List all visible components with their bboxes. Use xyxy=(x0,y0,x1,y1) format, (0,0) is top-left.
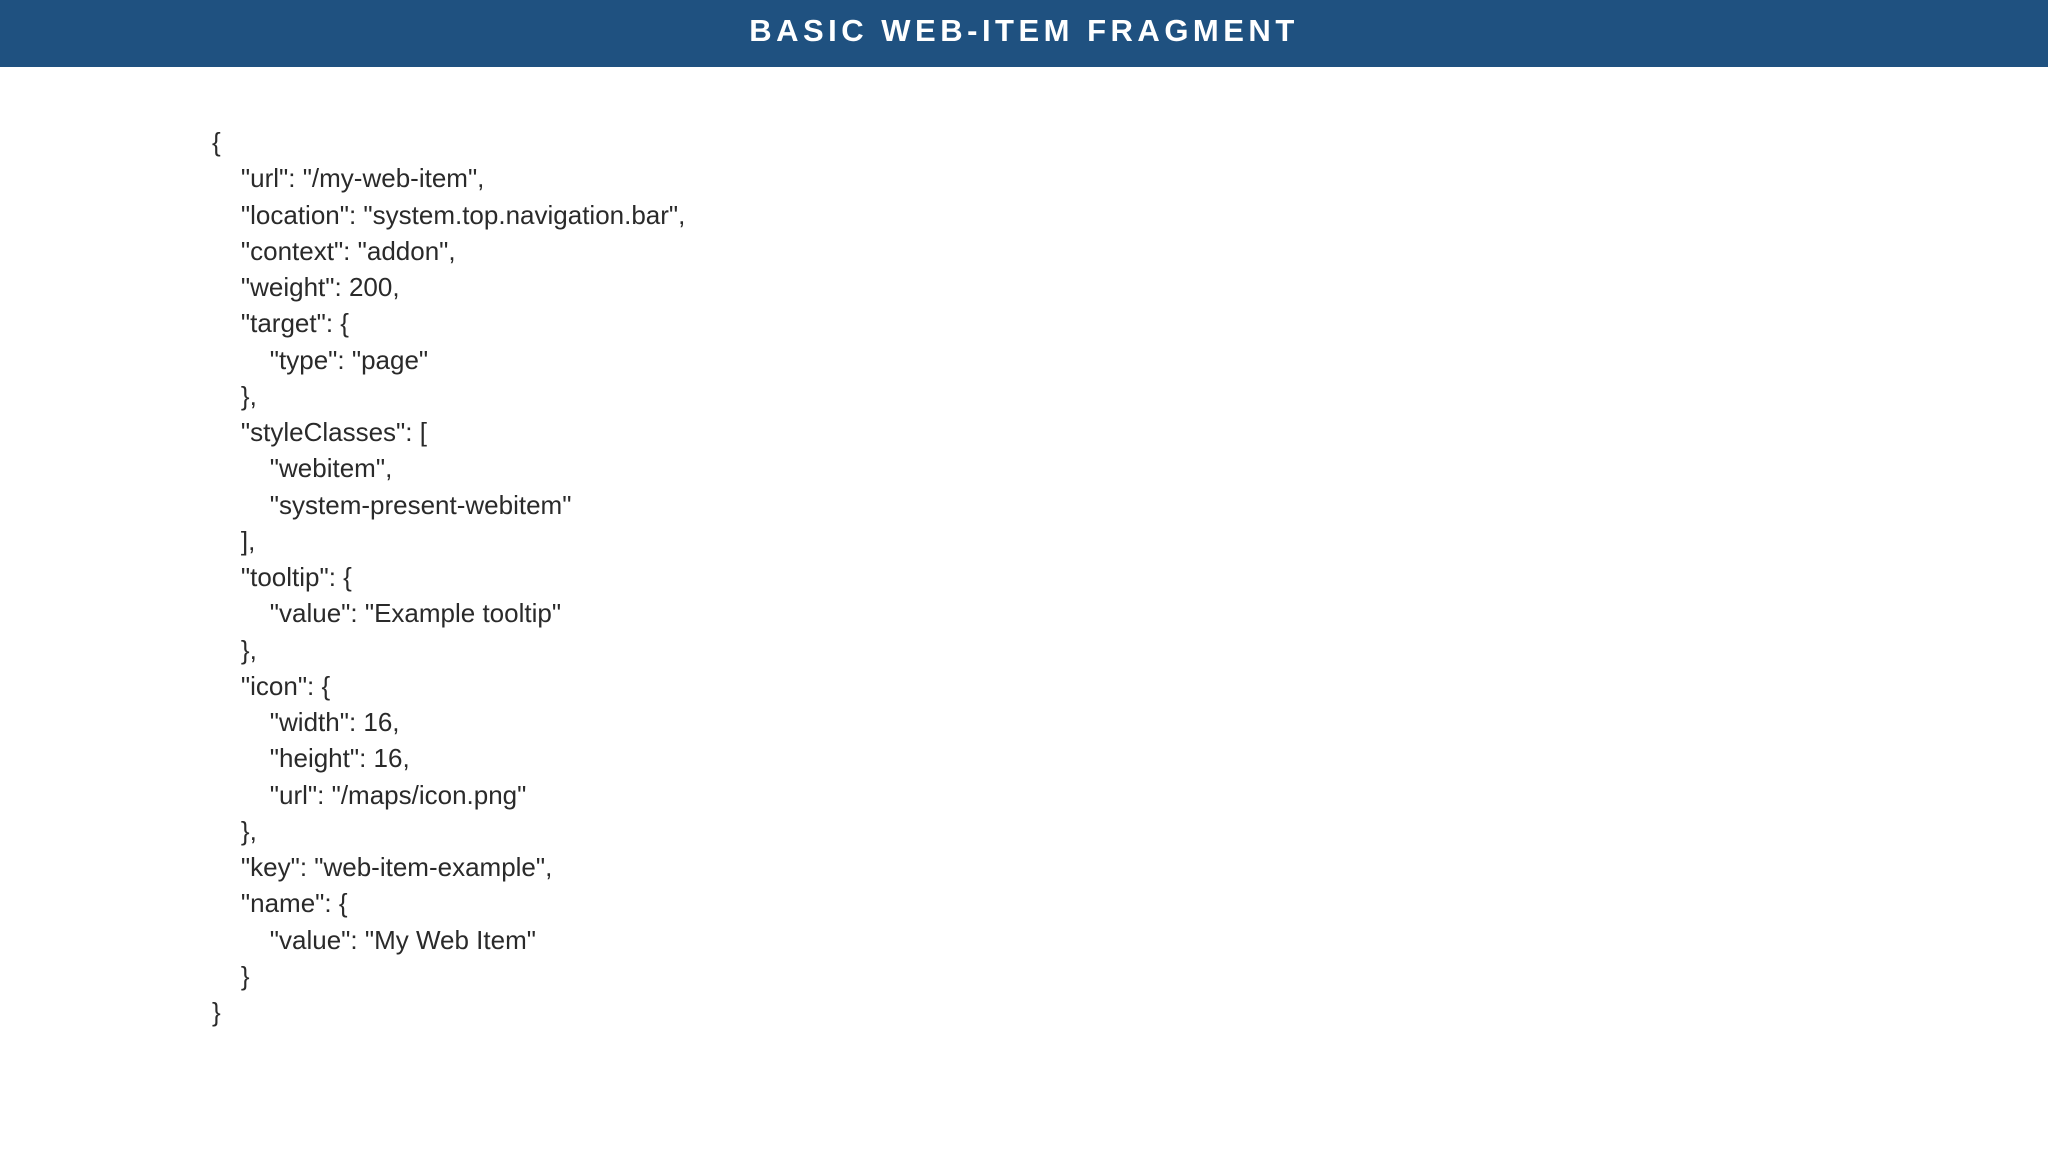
slide-title: BASIC WEB-ITEM FRAGMENT xyxy=(749,13,1299,48)
code-line: "type": "page" xyxy=(212,344,429,375)
code-line: "weight": 200, xyxy=(212,272,400,302)
code-line: "system-present-webitem" xyxy=(212,489,572,520)
code-line: "value": "Example tooltip" xyxy=(212,598,562,629)
code-line: "name": { xyxy=(212,888,348,919)
code-line: "key": "web-item-example", xyxy=(212,852,553,882)
code-line: "width": 16, xyxy=(212,707,400,737)
code-line: "webitem", xyxy=(212,453,393,484)
code-line: "icon": { xyxy=(212,670,331,701)
code-line: ], xyxy=(212,525,256,556)
code-line: }, xyxy=(212,815,257,846)
code-line: "location": "system.top.navigation.bar", xyxy=(212,199,686,230)
code-line: "height": 16, xyxy=(212,743,410,774)
code-line: "context": "addon", xyxy=(212,235,456,266)
code-line: } xyxy=(212,960,250,991)
code-line: "url": "/my-web-item", xyxy=(212,163,485,194)
code-line: }, xyxy=(212,380,257,411)
code-line: { xyxy=(212,127,221,157)
code-line: } xyxy=(212,997,221,1027)
code-line: "tooltip": { xyxy=(212,562,352,592)
json-code-block xyxy=(212,124,685,1030)
code-line: }, xyxy=(212,634,257,665)
code-line: "value": "My Web Item" xyxy=(212,924,536,955)
code-line: "target": { xyxy=(212,308,349,339)
code-line: "styleClasses": [ xyxy=(212,417,427,447)
code-line: "url": "/maps/icon.png" xyxy=(212,779,527,810)
header-bar xyxy=(0,0,2048,67)
